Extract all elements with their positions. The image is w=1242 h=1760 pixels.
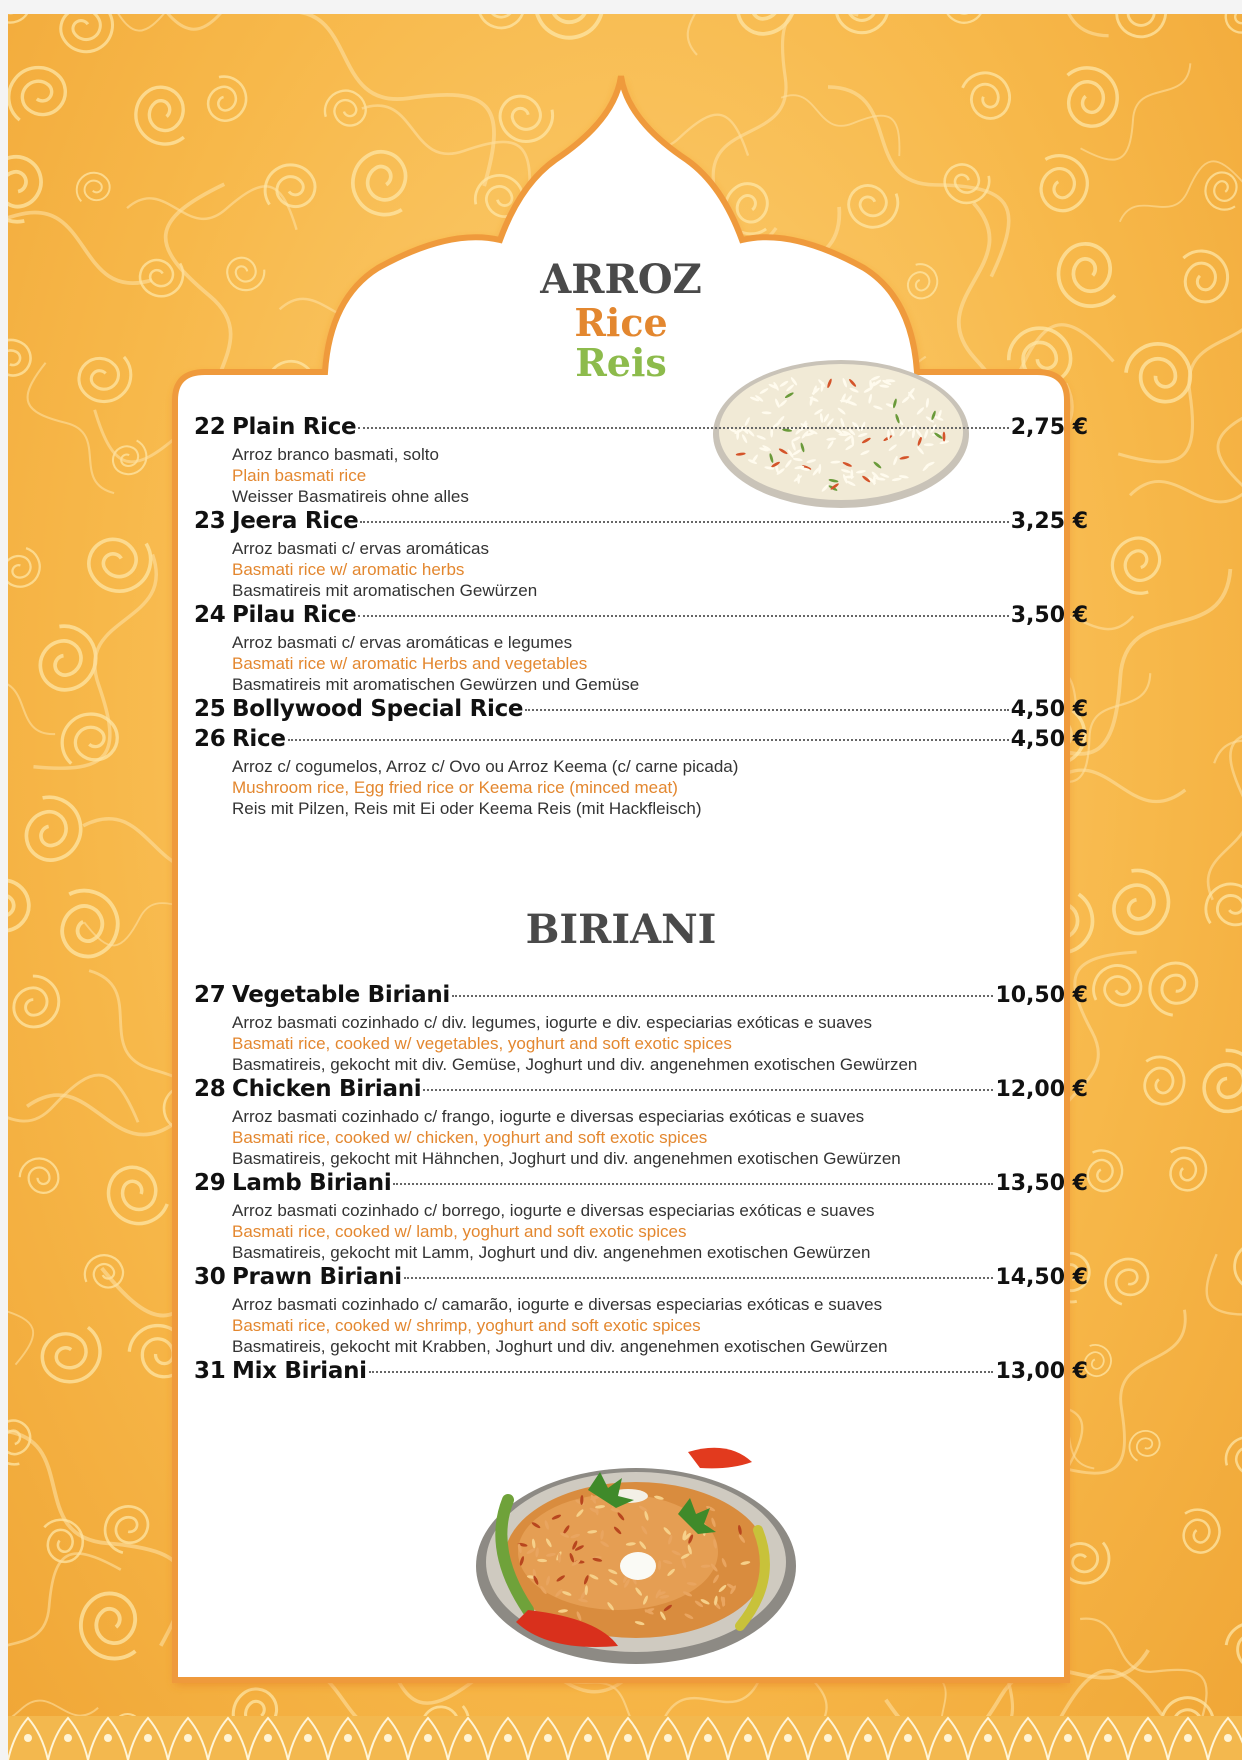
item-price: 4,50 €: [1010, 727, 1088, 752]
item-price: 2,75 €: [1010, 415, 1088, 440]
section-title-biriani: BIRIANI: [525, 906, 717, 953]
item-price: 4,50 €: [1010, 697, 1088, 722]
dot-leader: [358, 427, 1008, 429]
dot-leader: [360, 521, 1008, 523]
item-name: Vegetable Biriani: [232, 982, 450, 1008]
item-name: Prawn Biriani: [232, 1264, 402, 1290]
item-name: Chicken Biriani: [232, 1076, 422, 1102]
item-desc-de: Basmatireis mit aromatischen Gewürzen: [232, 581, 538, 600]
menu-item: [194, 508, 1088, 601]
dot-leader: [423, 1089, 993, 1091]
item-desc-pt: Arroz c/ cogumelos, Arroz c/ Ovo ou Arroz Keema (c/ carne picada): [232, 757, 739, 776]
item-desc-en: Basmati rice, cooked w/ lamb, yoghurt and soft exotic spices: [232, 1222, 687, 1241]
item-desc-pt: Arroz basmati cozinhado c/ camarão, iogurte e diversas especiarias exóticas e suaves: [232, 1295, 883, 1314]
menu-item: [194, 1076, 1088, 1169]
item-desc-en: Basmati rice w/ aromatic herbs: [232, 560, 465, 579]
item-desc-de: Basmatireis, gekocht mit div. Gemüse, Joghurt und div. angenehmen exotischen Gewürzen: [232, 1055, 918, 1074]
menu-item: [194, 414, 1088, 507]
item-name: Mix Biriani: [232, 1358, 367, 1384]
item-desc-de: Basmatireis, gekocht mit Hähnchen, Joghurt und div. angenehmen exotischen Gewürzen: [232, 1149, 901, 1168]
menu-item: [194, 602, 1088, 695]
item-number: 29: [194, 1170, 226, 1196]
item-name: Bollywood Special Rice: [232, 696, 524, 722]
menu-item: [194, 1358, 1088, 1388]
item-number: 22: [194, 414, 226, 440]
item-number: 26: [194, 726, 226, 752]
item-desc-pt: Arroz basmati cozinhado c/ frango, iogurte e diversas especiarias exóticas e suaves: [232, 1107, 865, 1126]
menu-item: [194, 1264, 1088, 1357]
item-number: 27: [194, 982, 226, 1008]
item-desc-pt: Arroz basmati cozinhado c/ borrego, iogurte e diversas especiarias exóticas e suaves: [232, 1201, 875, 1220]
item-number: 30: [194, 1264, 226, 1290]
section-title-arroz: ARROZ: [540, 256, 702, 303]
item-name: Lamb Biriani: [232, 1170, 392, 1196]
item-number: 25: [194, 696, 226, 722]
dot-leader: [525, 709, 1009, 711]
section-title-reis: Reis: [575, 340, 667, 385]
item-desc-en: Basmati rice, cooked w/ vegetables, yoghurt and soft exotic spices: [232, 1034, 732, 1053]
item-price: 13,50 €: [995, 1171, 1088, 1196]
dot-leader: [288, 739, 1009, 741]
dot-leader: [393, 1183, 993, 1185]
item-number: 31: [194, 1358, 226, 1384]
dot-leader: [404, 1277, 994, 1279]
item-desc-de: Basmatireis, gekocht mit Lamm, Joghurt und div. angenehmen exotischen Gewürzen: [232, 1243, 871, 1262]
item-number: 23: [194, 508, 226, 534]
item-price: 13,00 €: [995, 1359, 1088, 1384]
item-price: 3,50 €: [1010, 603, 1088, 628]
item-desc-de: Reis mit Pilzen, Reis mit Ei oder Keema Reis (mit Hackfleisch): [232, 799, 702, 818]
biriani-dish-image: [468, 1440, 808, 1672]
item-name: Plain Rice: [232, 414, 357, 440]
item-number: 28: [194, 1076, 226, 1102]
item-desc-en: Basmati rice, cooked w/ chicken, yoghurt and soft exotic spices: [232, 1128, 708, 1147]
item-desc-en: Mushroom rice, Egg fried rice or Keema rice (minced meat): [232, 778, 678, 797]
menu-item: [194, 1170, 1088, 1263]
item-desc-pt: Arroz basmati c/ ervas aromáticas: [232, 539, 489, 558]
dot-leader: [452, 995, 993, 997]
section-title-rice: Rice: [574, 300, 668, 345]
item-desc-en: Basmati rice w/ aromatic Herbs and vegetables: [232, 654, 588, 673]
menu-item: [194, 696, 1088, 726]
item-desc-pt: Arroz basmati c/ ervas aromáticas e legumes: [232, 633, 573, 652]
dot-leader: [358, 615, 1008, 617]
item-price: 14,50 €: [995, 1265, 1088, 1290]
item-desc-de: Basmatireis mit aromatischen Gewürzen und Gemüse: [232, 675, 640, 694]
item-desc-pt: Arroz basmati cozinhado c/ div. legumes, iogurte e div. especiarias exóticas e suaves: [232, 1013, 873, 1032]
item-desc-en: Plain basmati rice: [232, 466, 367, 485]
item-price: 12,00 €: [995, 1077, 1088, 1102]
item-price: 3,25 €: [1010, 509, 1088, 534]
item-name: Rice: [232, 726, 286, 752]
item-price: 10,50 €: [995, 983, 1088, 1008]
item-desc-en: Basmati rice, cooked w/ shrimp, yoghurt and soft exotic spices: [232, 1316, 701, 1335]
menu-item: [194, 982, 1088, 1075]
item-number: 24: [194, 602, 226, 628]
item-name: Pilau Rice: [232, 602, 357, 628]
item-desc-de: Weisser Basmatireis ohne alles: [232, 487, 469, 506]
menu-item: [194, 726, 1088, 819]
item-name: Jeera Rice: [232, 508, 359, 534]
item-desc-de: Basmatireis, gekocht mit Krabben, Joghurt und div. angenehmen exotischen Gewürzen: [232, 1337, 888, 1356]
item-desc-pt: Arroz branco basmati, solto: [232, 445, 439, 464]
dot-leader: [369, 1371, 994, 1373]
